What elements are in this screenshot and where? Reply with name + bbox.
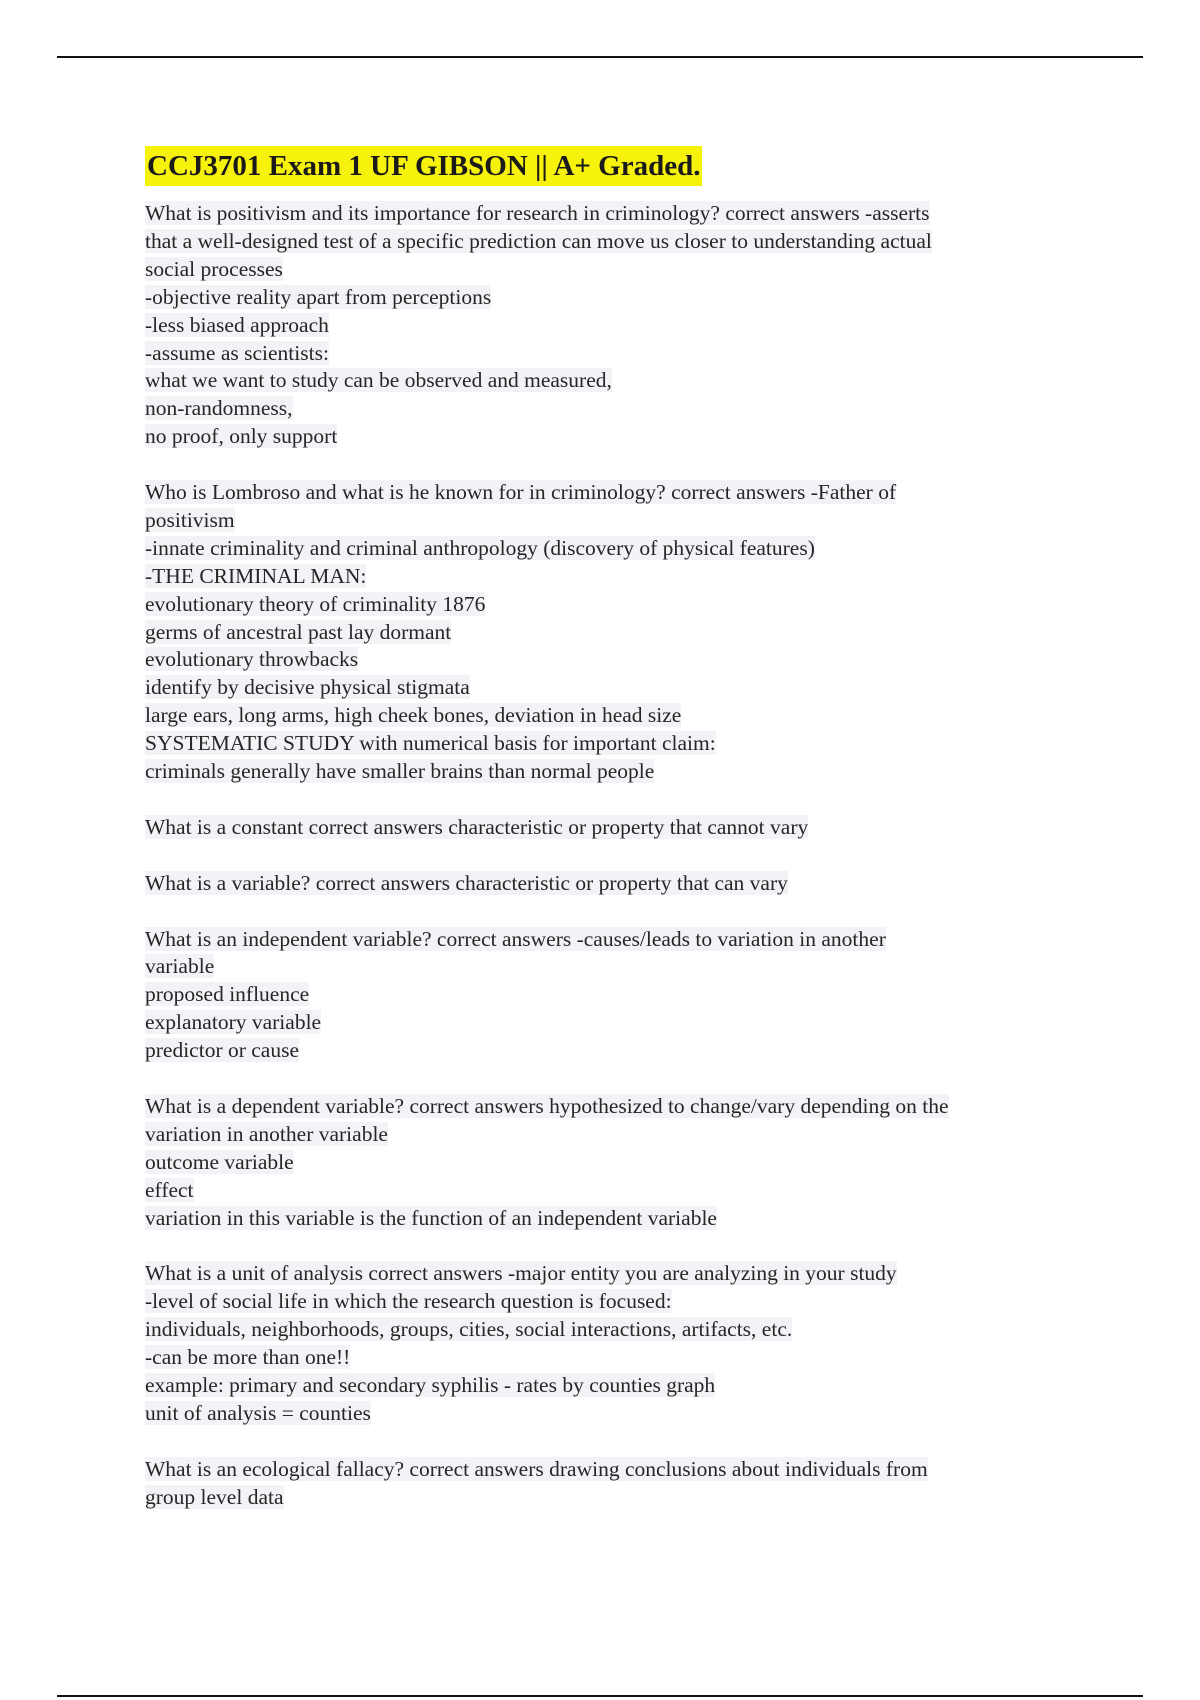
qa-line: [145, 814, 1065, 842]
qa-line: [145, 674, 1065, 702]
qa-line-text: effect: [145, 1177, 194, 1202]
qa-line: [145, 340, 1065, 368]
qa-line: [145, 646, 1065, 674]
qa-line-text: What is a constant correct answers characteristic or property that cannot vary: [145, 814, 809, 839]
qa-line-text: evolutionary theory of criminality 1876: [145, 591, 486, 616]
qa-line-text: What is an ecological fallacy? correct answers drawing conclusions about individuals from: [145, 1456, 928, 1481]
qa-line-text: social processes: [145, 256, 283, 281]
qa-line: [145, 619, 1065, 647]
qa-line: [145, 200, 1065, 228]
qa-line-text: Who is Lombroso and what is he known for in criminology? correct answers -Father of: [145, 480, 897, 505]
qa-line-text: What is a dependent variable? correct answers hypothesized to change/vary depending on the: [145, 1093, 949, 1118]
qa-line-text: evolutionary throwbacks: [145, 647, 359, 672]
qa-line: [145, 758, 1065, 786]
qa-line: [145, 479, 1065, 507]
qa-line-text: that a well-designed test of a specific prediction can move us closer to understanding actual: [145, 228, 932, 253]
footer-rule: [57, 1695, 1143, 1697]
qa-line-text: -objective reality apart from perceptions: [145, 284, 492, 309]
qa-line-text: germs of ancestral past lay dormant: [145, 619, 452, 644]
qa-line: [145, 507, 1065, 535]
qa-line: [145, 228, 1065, 256]
qa-line: [145, 367, 1065, 395]
qa-line: [145, 870, 1065, 898]
qa-line-text: identify by decisive physical stigmata: [145, 675, 470, 700]
header-rule: [57, 56, 1143, 58]
qa-line: [145, 535, 1065, 563]
qa-line: [145, 1149, 1065, 1177]
qa-line-text: -level of social life in which the research question is focused:: [145, 1289, 672, 1314]
qa-line-text: What is an independent variable? correct answers -causes/leads to variation in another: [145, 926, 886, 951]
qa-item: [145, 200, 1065, 451]
qa-line: [145, 423, 1065, 451]
qa-line: [145, 981, 1065, 1009]
qa-line-text: proposed influence: [145, 982, 310, 1007]
qa-line-text: non-randomness,: [145, 396, 293, 421]
qa-line: [145, 1288, 1065, 1316]
qa-line-text: explanatory variable: [145, 1010, 322, 1035]
qa-line: [145, 1177, 1065, 1205]
qa-item: [145, 870, 1065, 898]
qa-line-text: example: primary and secondary syphilis - rates by counties graph: [145, 1372, 716, 1397]
qa-line: [145, 312, 1065, 340]
qa-line-text: positivism: [145, 507, 235, 532]
qa-line: [145, 1400, 1065, 1428]
qa-line-text: -can be more than one!!: [145, 1345, 351, 1370]
qa-line-text: What is a variable? correct answers characteristic or property that can vary: [145, 870, 788, 895]
qa-line-text: What is positivism and its importance for research in criminology? correct answers -asserts: [145, 201, 930, 225]
qa-list: [145, 200, 1065, 1511]
qa-line-text: -less biased approach: [145, 312, 329, 337]
qa-line-text: -innate criminality and criminal anthropology (discovery of physical features): [145, 535, 815, 560]
qa-line-text: -THE CRIMINAL MAN:: [145, 563, 367, 588]
qa-line: [145, 1316, 1065, 1344]
qa-line: [145, 1484, 1065, 1512]
qa-line-text: predictor or cause: [145, 1038, 300, 1063]
qa-line-text: What is a unit of analysis correct answers -major entity you are analyzing in your study: [145, 1261, 897, 1286]
qa-line: [145, 1009, 1065, 1037]
qa-item: [145, 1093, 1065, 1233]
qa-line-text: no proof, only support: [145, 424, 338, 449]
qa-item: [145, 479, 1065, 786]
qa-line-text: outcome variable: [145, 1149, 294, 1174]
qa-line: [145, 1121, 1065, 1149]
qa-line-text: variation in this variable is the function of an independent variable: [145, 1205, 717, 1230]
qa-line: [145, 1344, 1065, 1372]
qa-line: [145, 1205, 1065, 1233]
qa-line: [145, 1260, 1065, 1288]
qa-line: [145, 1456, 1065, 1484]
qa-line-text: individuals, neighborhoods, groups, cities, social interactions, artifacts, etc.: [145, 1317, 793, 1342]
qa-item: [145, 1456, 1065, 1512]
qa-line-text: variable: [145, 954, 215, 979]
qa-line: [145, 953, 1065, 981]
qa-line: [145, 1372, 1065, 1400]
qa-line-text: group level data: [145, 1484, 284, 1509]
qa-line-text: large ears, long arms, high cheek bones, deviation in head size: [145, 703, 682, 728]
qa-line: [145, 702, 1065, 730]
qa-line: [145, 1037, 1065, 1065]
qa-item: [145, 1260, 1065, 1427]
document-title: CCJ3701 Exam 1 UF GIBSON || A+ Graded.: [145, 146, 702, 186]
qa-item: [145, 814, 1065, 842]
qa-item: [145, 926, 1065, 1066]
qa-line: [145, 730, 1065, 758]
qa-line: [145, 1093, 1065, 1121]
qa-line-text: variation in another variable: [145, 1121, 388, 1146]
qa-line: [145, 284, 1065, 312]
qa-line-text: -assume as scientists:: [145, 340, 329, 365]
document-body: [145, 146, 1065, 1539]
qa-line-text: SYSTEMATIC STUDY with numerical basis for important claim:: [145, 731, 716, 756]
qa-line-text: unit of analysis = counties: [145, 1400, 371, 1425]
qa-line: [145, 256, 1065, 284]
qa-line: [145, 563, 1065, 591]
qa-line: [145, 926, 1065, 954]
qa-line: [145, 591, 1065, 619]
qa-line-text: what we want to study can be observed and measured,: [145, 368, 612, 393]
qa-line: [145, 395, 1065, 423]
qa-line-text: criminals generally have smaller brains than normal people: [145, 759, 655, 784]
